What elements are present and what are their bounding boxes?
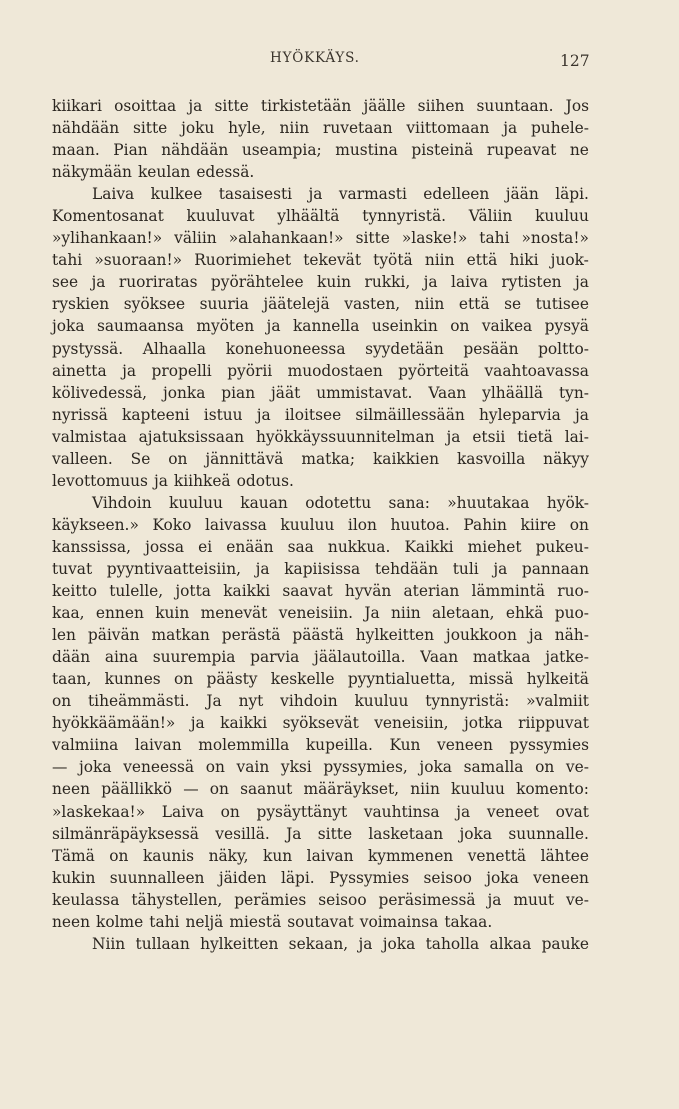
text-line: valmistaa ajatuksissaan hyökkäyssuunnitelman ja etsii tietä lai- (52, 427, 589, 446)
text-line: kölivedessä, jonka pian jäät ummistavat. Vaan ylhäällä tyn- (52, 383, 589, 402)
text-line: »laskekaa!» Laiva on pysäyttänyt vauhtinsa ja veneet ovat (52, 802, 589, 821)
text-line: — joka veneessä on vain yksi pyssymies, joka samalla on ve- (52, 758, 589, 777)
text-line: keulassa tähystellen, perämies seisoo peräsimessä ja muut ve- (52, 890, 589, 909)
text-line: ainetta ja propelli pyörii muodostaen pyörteitä vaahtoavassa (52, 361, 589, 380)
text-line: Tämä on kaunis näky, kun laivan kymmenen venettä lähtee (52, 846, 589, 865)
body-text (52, 95, 589, 955)
text-line: see ja ruoriratas pyörähtelee kuin rukki, ja laiva rytisten ja (52, 273, 589, 292)
text-line: maan. Pian nähdään useampia; mustina pisteinä rupeavat ne (52, 141, 589, 160)
text-line: joka saumaansa myöten ja kannella useinkin on vaikea pysyä (52, 317, 589, 336)
text-line: on tiheämmästi. Ja nyt vihdoin kuuluu tynnyristä: »valmiit (52, 692, 589, 711)
text-line: silmänräpäyksessä vesillä. Ja sitte lasketaan joka suunnalle. (52, 824, 589, 843)
text-line: Komentosanat kuuluvat ylhäältä tynnyristä. Väliin kuuluu (52, 207, 589, 226)
text-line: kaa, ennen kuin menevät veneisiin. Ja niin aletaan, ehkä puo- (52, 604, 589, 623)
text-line: kanssissa, jossa ei enään saa nukkua. Kaikki miehet pukeu- (52, 537, 589, 556)
text-line: levottomuus ja kiihkeä odotus. (52, 471, 294, 490)
text-line: pystyssä. Alhaalla konehuoneessa syydetään pesään poltto- (52, 339, 589, 358)
text-line: Vihdoin kuuluu kauan odotettu sana: »huutakaa hyök- (92, 493, 589, 512)
text-line: ryskien syöksee suuria jäätelejä vasten, niin että se tutisee (52, 295, 589, 314)
text-line: Niin tullaan hylkeitten sekaan, ja joka taholla alkaa pauke (92, 934, 589, 953)
text-line: nyrissä kapteeni istuu ja iloitsee silmäillessään hyleparvia ja (52, 405, 589, 424)
text-line: neen päällikkö — on saanut määräykset, niin kuuluu komento: (52, 780, 589, 799)
text-line: keitto tulelle, jotta kaikki saavat hyvän aterian lämmintä ruo- (52, 582, 589, 601)
text-line: hyökkäämään!» ja kaikki syöksevät veneisiin, jotka riippuvat (52, 714, 589, 733)
text-line: taan, kunnes on päästy keskelle pyyntialuetta, missä hylkeitä (52, 670, 589, 689)
text-line: Laiva kulkee tasaisesti ja varmasti edelleen jään läpi. (92, 185, 589, 204)
running-header: HYÖKKÄYS. (270, 50, 360, 66)
text-line: kukin suunnalleen jäiden läpi. Pyssymies seisoo joka veneen (52, 868, 589, 887)
text-line: näkymään keulan edessä. (52, 163, 255, 182)
text-line: dään aina suurempia parvia jäälautoilla. Vaan matkaa jatke- (52, 648, 589, 667)
text-line: käykseen.» Koko laivassa kuuluu ilon huutoa. Pahin kiire on (52, 515, 589, 534)
text-line: »ylihankaan!» väliin »alahankaan!» sitte »laske!» tahi »nosta!» (52, 229, 589, 248)
text-line: tuvat pyyntivaatteisiin, ja kapiisissa tehdään tuli ja pannaan (52, 559, 589, 578)
text-line: nähdään sitte joku hyle, niin ruvetaan viittomaan ja puhele- (52, 119, 589, 138)
text-line: tahi »suoraan!» Ruorimiehet tekevät työtä niin että hiki juok- (52, 251, 589, 270)
page-number: 127 (560, 52, 590, 70)
text-line: valmiina laivan molemmilla kupeilla. Kun veneen pyssymies (52, 736, 589, 755)
text-line: len päivän matkan perästä päästä hylkeitten joukkoon ja näh- (52, 626, 589, 645)
text-line: valleen. Se on jännittävä matka; kaikkien kasvoilla näkyy (52, 449, 589, 468)
text-line: kiikari osoittaa ja sitte tirkistetään jäälle siihen suuntaan. Jos (52, 97, 589, 115)
text-line: neen kolme tahi neljä miestä soutavat voimainsa takaa. (52, 912, 493, 931)
